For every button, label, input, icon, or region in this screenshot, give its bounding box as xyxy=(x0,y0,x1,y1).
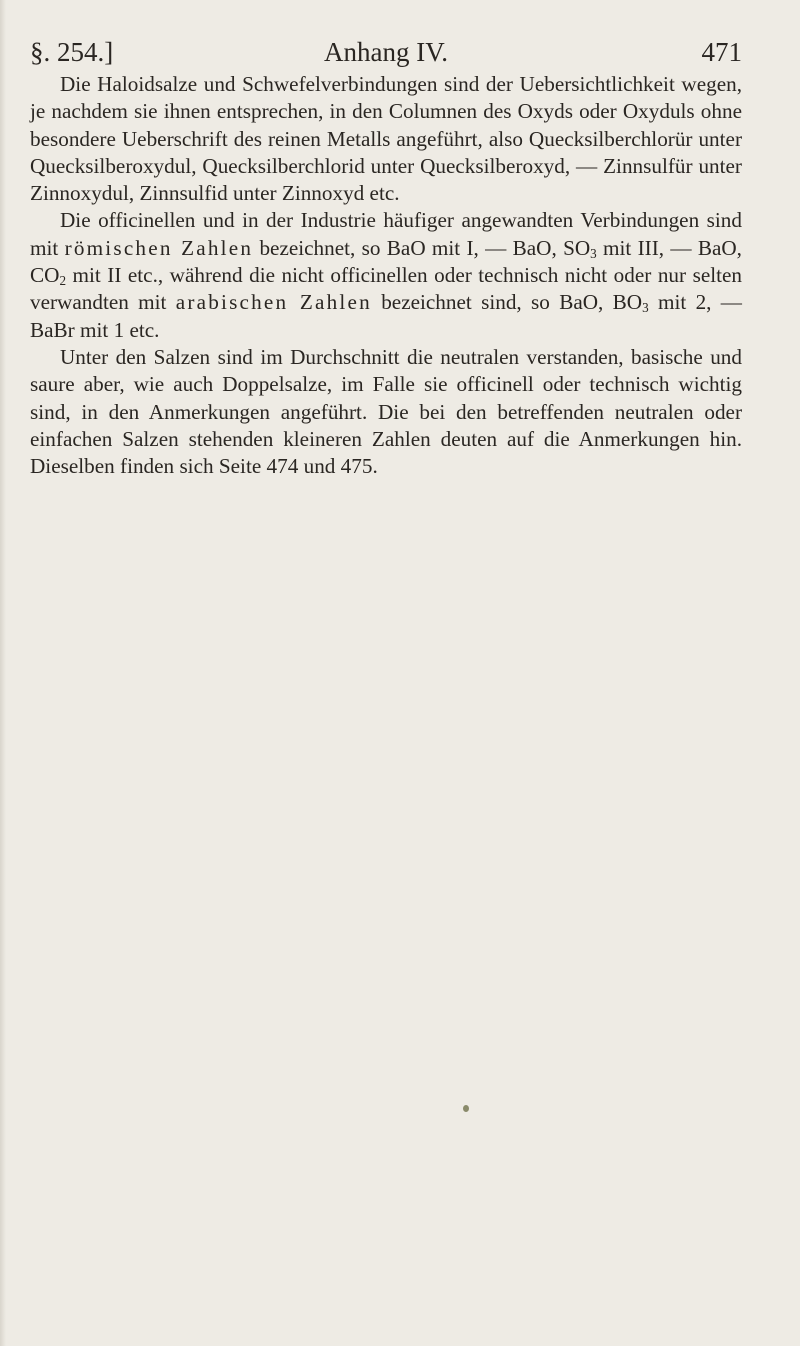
text-run: mit III, — BaO, CO xyxy=(30,235,742,288)
paragraph xyxy=(30,344,742,480)
text-run: bezeichnet sind, so BaO, BO xyxy=(371,290,643,315)
paragraph xyxy=(30,207,742,343)
text-run: mit 2, — BaBr mit 1 etc. xyxy=(30,290,742,342)
spaced-emphasis: römischen Zahlen xyxy=(64,235,254,260)
paragraph xyxy=(30,71,742,207)
text-run: Die Haloidsalze und Schwefelverbindungen sind der Uebersichtlichkeit wegen, je nachdem sie ihnen entsprechen, in den Columnen des Oxyds oder Oxyduls ohne besondere Ueberschrift des reinen Metalls angeführt, also Quecksilberchlorür unter Quecksilberoxydul, Quecksilberchlorid unter Quecksilberoxyd, — Zinnsulfür unter Zinnoxydul, Zinnsulfid unter Zinnoxyd etc. xyxy=(30,72,742,206)
text-run: bezeichnet, so BaO mit I, — BaO, SO xyxy=(253,235,591,260)
page-edge-shadow xyxy=(0,0,6,1346)
text-run: Die officinellen und in der Industrie häufiger angewandten Verbindungen sind mit xyxy=(30,208,742,260)
text-run: mit II etc., während die nicht officinellen oder technisch nicht oder nur selten verwandten mit xyxy=(30,263,742,315)
header-title: Anhang IV. xyxy=(324,37,448,67)
page-number: 471 xyxy=(701,37,742,67)
subscript: 2 xyxy=(59,272,66,288)
speck-mark xyxy=(463,1105,469,1112)
subscript: 3 xyxy=(642,300,649,316)
running-header xyxy=(30,32,742,72)
spaced-emphasis: arabischen Zahlen xyxy=(175,290,372,315)
text-run: Unter den Salzen sind im Durchschnitt die neutralen verstanden, basische und saure aber, wie auch Doppelsalze, im Falle sie officinell oder technisch wichtig sind, in den Anmerkungen angeführt. Die bei den betreffenden neutralen oder einfachen Salzen stehenden kleineren Zahlen deuten auf die Anmerkungen hin. Dieselben finden sich Seite 474 und 475. xyxy=(30,344,742,479)
section-reference: §. 254.] xyxy=(30,37,114,67)
subscript: 3 xyxy=(590,245,597,261)
body-text xyxy=(30,71,742,480)
